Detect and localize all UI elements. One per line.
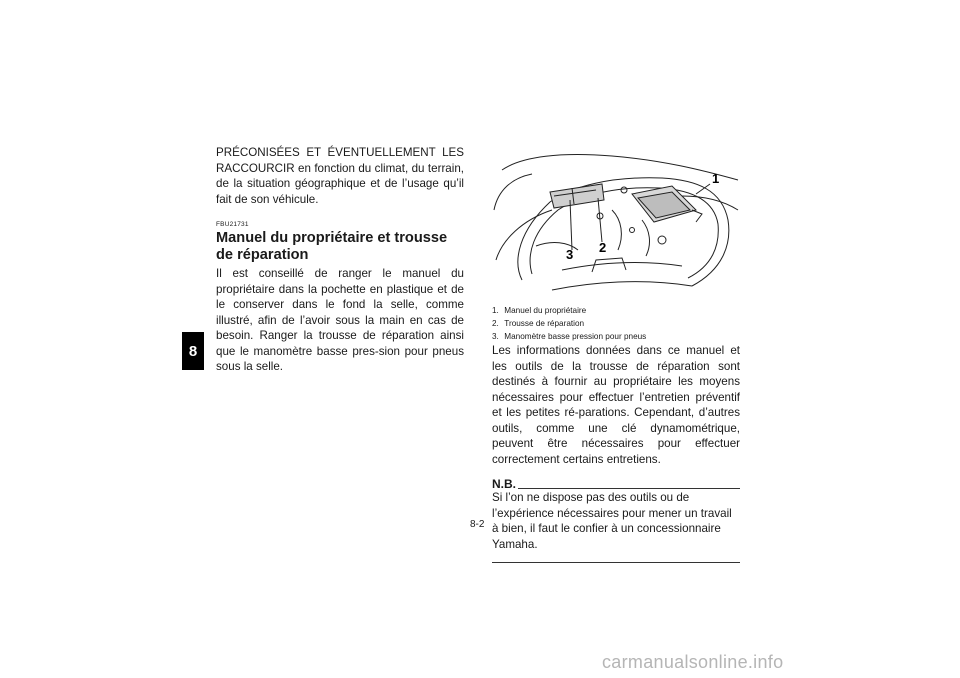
right-paragraph: Les informations données dans ce manuel et les outils de la trousse de réparation sont destinés à fournir au propriétaire les moyens nécessaires pour effectuer l’entretien préventif et les petites ré-parations. Cependant, d’autres outils, comme une clé dynamométrique, peuvent être nécessaires pour effectuer correctement certains entretiens. [492,344,740,466]
watermark: carmanualsonline.info [602,652,784,672]
note-header [492,478,740,490]
note-text: Si l’on ne dispose pas des outils ou de l’expérience nécessaires pour mener un travail à bien, il faut le confier à un concessionnaire Yamaha. [492,491,732,551]
left-column [216,145,464,375]
section-paragraph: Il est conseillé de ranger le manuel du propriétaire dans la pochette en plastique et de le conserver dans le fond la selle, comme illustré, afin de l’avoir sous la main en cas de besoin. Ranger la trousse de réparation ainsi que le manomètre basse pres-sion pour pneus sous la selle. [216,267,464,373]
right-column [492,150,740,563]
legend-text: Trousse de réparation [504,319,585,328]
seat-storage-drawing [492,150,740,298]
section-code: FBU21731 [216,221,249,228]
legend-item [492,317,740,330]
legend-text: Manuel du propriétaire [504,306,587,315]
note-rule [518,488,740,489]
legend-number: 1. [492,306,499,315]
chapter-tab: 8 [182,332,204,370]
intro-paragraph: PRÉCONISÉES ET ÉVENTUELLEMENT LES RACCOURCIR en fonction du climat, du terrain, de la situation géographique et de l’usage qu’il fait de son véhicule. [216,146,464,206]
legend-number: 2. [492,319,499,328]
callout-1: 1 [712,171,720,186]
page-number: 8-2 [470,519,485,530]
seat-storage-illustration [492,150,740,298]
legend-text: Manomètre basse pression pour pneus [504,332,647,341]
note-label: N.B. [492,477,516,491]
legend-item [492,330,740,343]
note-box [492,478,740,563]
note-end-rule [492,562,740,563]
callout-3: 3 [566,247,574,262]
figure-legend [492,304,740,343]
callout-2: 2 [599,240,607,255]
section-title: Manuel du propriétaire et trousse de réparation [216,230,448,263]
legend-number: 3. [492,332,499,341]
legend-item [492,304,740,317]
